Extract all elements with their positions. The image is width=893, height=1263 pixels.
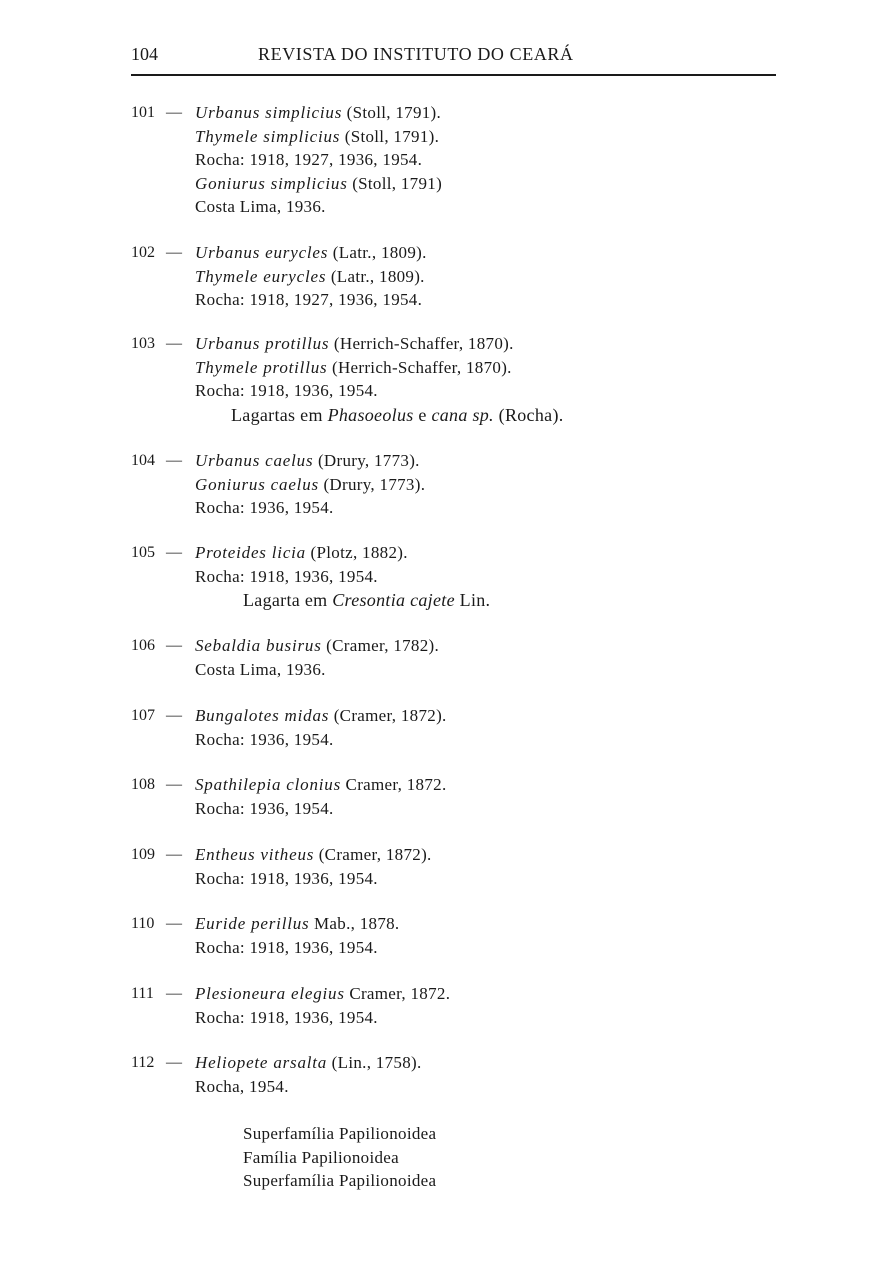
running-title: REVISTA DO INSTITUTO DO CEARÁ — [258, 44, 574, 64]
entry-dash: — — [166, 846, 182, 863]
entry-note-line — [243, 590, 490, 611]
heading-line: Família Papilionoidea — [243, 1147, 399, 1167]
entry-dash: — — [166, 544, 182, 561]
note-text: Lagartas em — [231, 404, 328, 425]
note-text: e — [413, 404, 432, 425]
species-name: Urbanus caelus — [195, 451, 314, 470]
entry-dash: — — [166, 104, 182, 121]
species-name: Bungalotes midas — [195, 706, 330, 725]
species-name: Euride perillus — [195, 914, 310, 933]
species-author: (Herrich-Schaffer, 1870). — [329, 334, 514, 353]
entry-title-line — [195, 636, 439, 656]
entry-dash: — — [166, 776, 182, 793]
citation-text: Rocha: 1936, 1954. — [195, 498, 334, 517]
entry-detail-line — [195, 150, 422, 170]
species-name: Urbanus simplicius — [195, 103, 343, 122]
species-author: (Plotz, 1882). — [306, 543, 408, 562]
species-author: (Cramer, 1782). — [321, 636, 440, 655]
entry-title-line — [195, 984, 450, 1004]
synonym-name: Goniurus simplicius — [195, 173, 348, 193]
citation-text: Rocha: 1918, 1927, 1936, 1954. — [195, 290, 423, 309]
entry-detail-line — [195, 290, 422, 310]
entry-detail-line — [195, 730, 334, 750]
entry-number: 102 — [131, 244, 155, 261]
host-plant-name: cana sp. — [431, 404, 494, 425]
entry-number: 109 — [131, 846, 155, 863]
citation-text: Rocha: 1918, 1927, 1936, 1954. — [195, 150, 423, 169]
entry-detail-line — [195, 267, 425, 287]
entry-detail-line — [195, 1077, 289, 1097]
species-author: (Cramer, 1872). — [314, 845, 432, 864]
species-author: Cramer, 1872. — [341, 775, 447, 794]
citation-text: (Stoll, 1791). — [340, 126, 440, 146]
entry-title-line — [195, 1053, 422, 1073]
entry-detail-line — [195, 869, 378, 889]
citation-text: Rocha: 1918, 1936, 1954. — [195, 381, 378, 400]
species-author: (Drury, 1773). — [313, 451, 420, 470]
species-name: Urbanus eurycles — [195, 243, 329, 262]
entry-note-line — [231, 405, 564, 426]
species-author: (Lin., 1758). — [327, 1053, 422, 1072]
entry-title-line — [195, 914, 399, 934]
entry-title-line — [195, 845, 432, 865]
entry-detail-line — [195, 799, 334, 819]
citation-text: Rocha: 1936, 1954. — [195, 729, 334, 749]
heading-line: Superfamília Papilionoidea — [243, 1171, 437, 1190]
entry-number: 106 — [131, 637, 155, 654]
entry-number: 107 — [131, 707, 155, 724]
entry-detail-line — [195, 127, 439, 147]
synonym-name: Thymele eurycles — [195, 266, 327, 286]
page-number: 104 — [131, 44, 158, 64]
entry-dash: — — [166, 335, 182, 352]
species-name: Proteides licia — [195, 543, 306, 562]
species-author: (Cramer, 1872). — [329, 706, 447, 725]
entry-number: 105 — [131, 544, 155, 561]
entry-detail-line — [195, 358, 512, 378]
entry-dash: — — [166, 915, 182, 932]
entry-detail-line — [195, 381, 378, 401]
species-author: (Stoll, 1791). — [342, 103, 442, 122]
entry-dash: — — [166, 1054, 182, 1071]
citation-text: Costa Lima, 1936. — [195, 659, 326, 679]
synonym-name: Goniurus caelus — [195, 474, 319, 494]
entry-title-line — [195, 706, 447, 726]
entry-detail-line — [195, 174, 442, 194]
entry-title-line — [195, 775, 447, 795]
entry-dash: — — [166, 985, 182, 1002]
entry-detail-line — [195, 660, 326, 680]
citation-text: Rocha: 1918, 1936, 1954. — [195, 868, 378, 888]
entry-detail-line — [195, 498, 334, 518]
entry-number: 101 — [131, 104, 155, 121]
species-name: Urbanus protillus — [195, 334, 330, 353]
citation-text: Rocha: 1918, 1936, 1954. — [195, 1007, 378, 1027]
citation-text: Rocha: 1918, 1936, 1954. — [195, 566, 378, 586]
citation-text: (Latr., 1809). — [326, 266, 425, 286]
synonym-name: Thymele simplicius — [195, 126, 341, 146]
entry-detail-line — [195, 938, 378, 958]
entry-title-line — [195, 543, 408, 563]
species-name: Plesioneura elegius — [195, 984, 345, 1003]
entry-dash: — — [166, 452, 182, 469]
citation-text: (Herrich-Schaffer, 1870). — [327, 357, 512, 377]
species-name: Heliopete arsalta — [195, 1053, 328, 1072]
entry-detail-line — [195, 1008, 378, 1028]
entry-dash: — — [166, 637, 182, 654]
host-plant-name: Phasoeolus — [327, 404, 414, 425]
citation-text: Rocha: 1936, 1954. — [195, 798, 334, 818]
citation-text: Rocha: 1918, 1936, 1954. — [195, 937, 378, 957]
entry-title-line — [195, 103, 441, 123]
citation-text: Costa Lima, 1936. — [195, 197, 326, 216]
entry-dash: — — [166, 244, 182, 261]
citation-text: (Stoll, 1791) — [347, 173, 443, 193]
note-text: Lin. — [454, 590, 491, 610]
entry-number: 111 — [131, 985, 154, 1002]
species-author: Mab., 1878. — [309, 914, 400, 933]
entry-number: 108 — [131, 776, 155, 793]
note-text: (Rocha). — [493, 404, 564, 425]
citation-text: (Drury, 1773). — [318, 474, 426, 494]
species-author: (Latr., 1809). — [328, 243, 427, 262]
header-rule — [131, 74, 776, 76]
species-author: Cramer, 1872. — [344, 984, 451, 1003]
species-name: Sebaldia busirus — [195, 636, 322, 655]
entry-number: 103 — [131, 335, 155, 352]
entry-detail-line — [195, 197, 326, 217]
entry-number: 112 — [131, 1054, 155, 1071]
entry-title-line — [195, 451, 420, 471]
entry-detail-line — [195, 567, 378, 587]
species-name: Spathilepia clonius — [195, 775, 341, 794]
entry-title-line — [195, 243, 427, 263]
entry-detail-line — [195, 475, 425, 495]
species-name: Entheus vitheus — [195, 845, 315, 864]
entry-number: 104 — [131, 452, 155, 469]
entry-dash: — — [166, 707, 182, 724]
host-plant-name: Cresontia cajete — [332, 590, 455, 610]
heading-line: Superfamília Papilionoidea — [243, 1124, 437, 1143]
entry-title-line — [195, 334, 514, 354]
note-text: Lagarta em — [243, 590, 333, 610]
synonym-name: Thymele protillus — [195, 357, 328, 377]
citation-text: Rocha, 1954. — [195, 1076, 289, 1096]
entry-number: 110 — [131, 915, 155, 932]
